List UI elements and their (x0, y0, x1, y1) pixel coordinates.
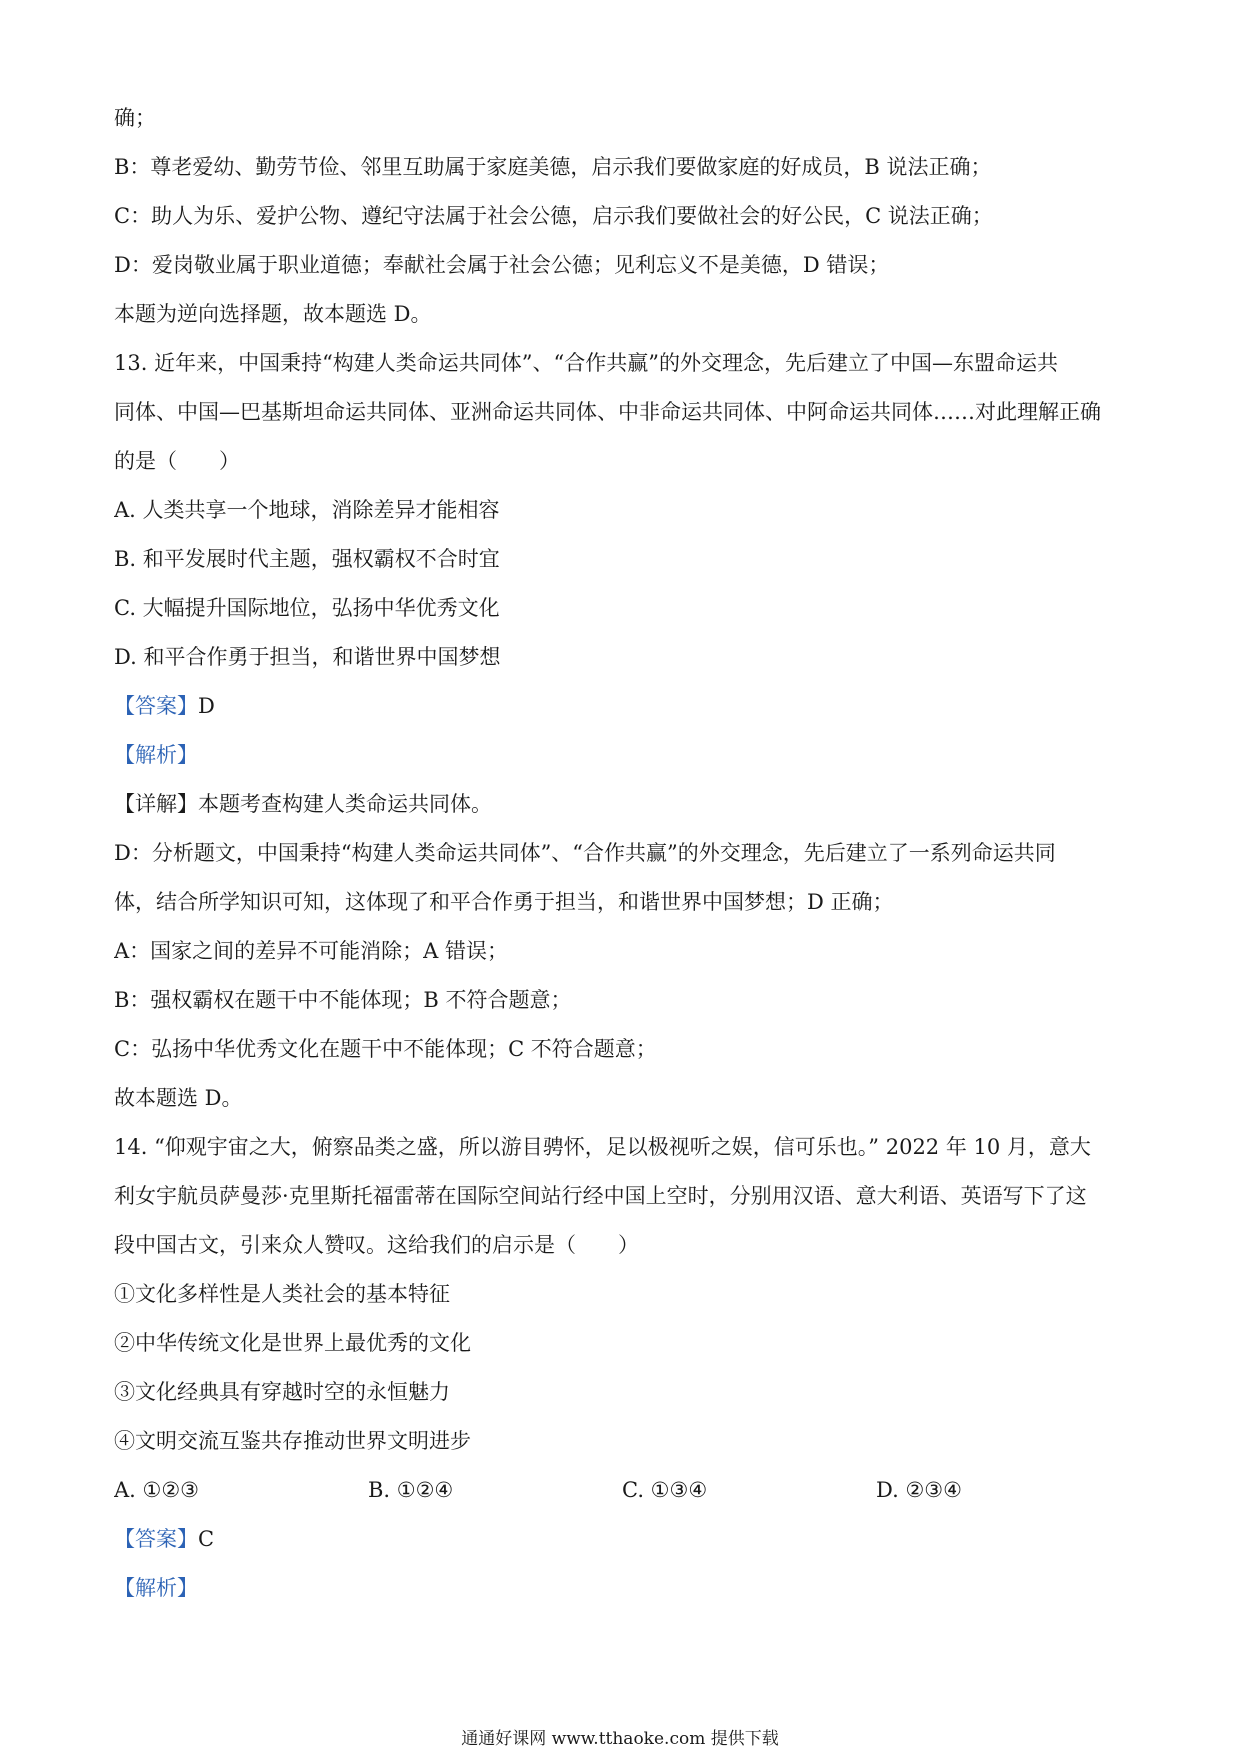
q13-stem: 的是（ ） (114, 449, 240, 473)
q14-statement: ②中华传统文化是世界上最优秀的文化 (114, 1331, 471, 1355)
q13-stem: 13. 近年来，中国秉持“构建人类命运共同体”、“合作共赢”的外交理念，先后建立了中国—东盟命运共 (114, 351, 1059, 375)
detail-text: 本题考查构建人类命运共同体。 (198, 792, 492, 816)
q14-statement: ④文明交流互鉴共存推动世界文明进步 (114, 1429, 471, 1453)
q13-explanation: 体，结合所学知识可知，这体现了和平合作勇于担当，和谐世界中国梦想；D 正确； (114, 890, 894, 914)
q14-option-b: B. ①②④ (368, 1478, 454, 1502)
q13-option-d: D. 和平合作勇于担当，和谐世界中国梦想 (114, 645, 501, 669)
q13-explanation: D：分析题文，中国秉持“构建人类命运共同体”、“合作共赢”的外交理念，先后建立了一系列命运共同 (114, 841, 1056, 865)
q13-explanation: 故本题选 D。 (114, 1086, 243, 1110)
q14-option-d: D. ②③④ (876, 1478, 962, 1502)
document-body (114, 94, 1134, 1613)
q13-option-b: B. 和平发展时代主题，强权霸权不合时宜 (114, 547, 500, 571)
q14-answer (114, 1515, 1134, 1564)
answer-tag: 【答案】 (114, 1527, 198, 1551)
q14-option-a: A. ①②③ (114, 1478, 199, 1502)
text-line: 确； (114, 106, 156, 130)
text-line: B：尊老爱幼、勤劳节俭、邻里互助属于家庭美德，启示我们要做家庭的好成员，B 说法正确； (114, 155, 992, 179)
answer-value: D (198, 694, 215, 718)
text-line: D：爱岗敬业属于职业道德；奉献社会属于社会公德；见利忘义不是美德，D 错误； (114, 253, 890, 277)
q13-option-a: A. 人类共享一个地球，消除差异才能相容 (114, 498, 500, 522)
q14-option-c: C. ①③④ (622, 1478, 708, 1502)
analysis-tag: 【解析】 (114, 743, 198, 767)
q14-stem: 段中国古文，引来众人赞叹。这给我们的启示是（ ） (114, 1233, 639, 1257)
detail-tag: 【详解】 (114, 792, 198, 816)
text-line: 本题为逆向选择题，故本题选 D。 (114, 302, 432, 326)
q14-analysis (114, 1564, 1134, 1613)
q14-statement: ③文化经典具有穿越时空的永恒魅力 (114, 1380, 450, 1404)
q14-stem: 14. “仰观宇宙之大，俯察品类之盛，所以游目骋怀，足以极视听之娱，信可乐也。” 2022 年 10 月，意大 (114, 1135, 1091, 1159)
q13-answer (114, 682, 1134, 731)
answer-tag: 【答案】 (114, 694, 198, 718)
answer-value: C (198, 1527, 215, 1551)
analysis-tag: 【解析】 (114, 1576, 198, 1600)
q13-explanation: B：强权霸权在题干中不能体现；B 不符合题意； (114, 988, 572, 1012)
page-footer: 通通好课网 www.tthaoke.com 提供下载 (461, 1729, 779, 1749)
q13-analysis (114, 731, 1134, 780)
q13-explanation: C：弘扬中华优秀文化在题干中不能体现；C 不符合题意； (114, 1037, 657, 1061)
q13-option-c: C. 大幅提升国际地位，弘扬中华优秀文化 (114, 596, 500, 620)
text-line: C：助人为乐、爱护公物、遵纪守法属于社会公德，启示我们要做社会的好公民，C 说法正确； (114, 204, 993, 228)
q13-stem: 同体、中国—巴基斯坦命运共同体、亚洲命运共同体、中非命运共同体、中阿命运共同体……对此理解正确 (114, 400, 1101, 424)
q14-options (114, 1466, 1134, 1515)
q13-detail (114, 780, 1134, 829)
q14-statement: ①文化多样性是人类社会的基本特征 (114, 1282, 450, 1306)
q13-explanation: A：国家之间的差异不可能消除；A 错误； (114, 939, 509, 963)
q14-stem: 利女宇航员萨曼莎·克里斯托福雷蒂在国际空间站行经中国上空时，分别用汉语、意大利语、英语写下了这 (114, 1184, 1087, 1208)
